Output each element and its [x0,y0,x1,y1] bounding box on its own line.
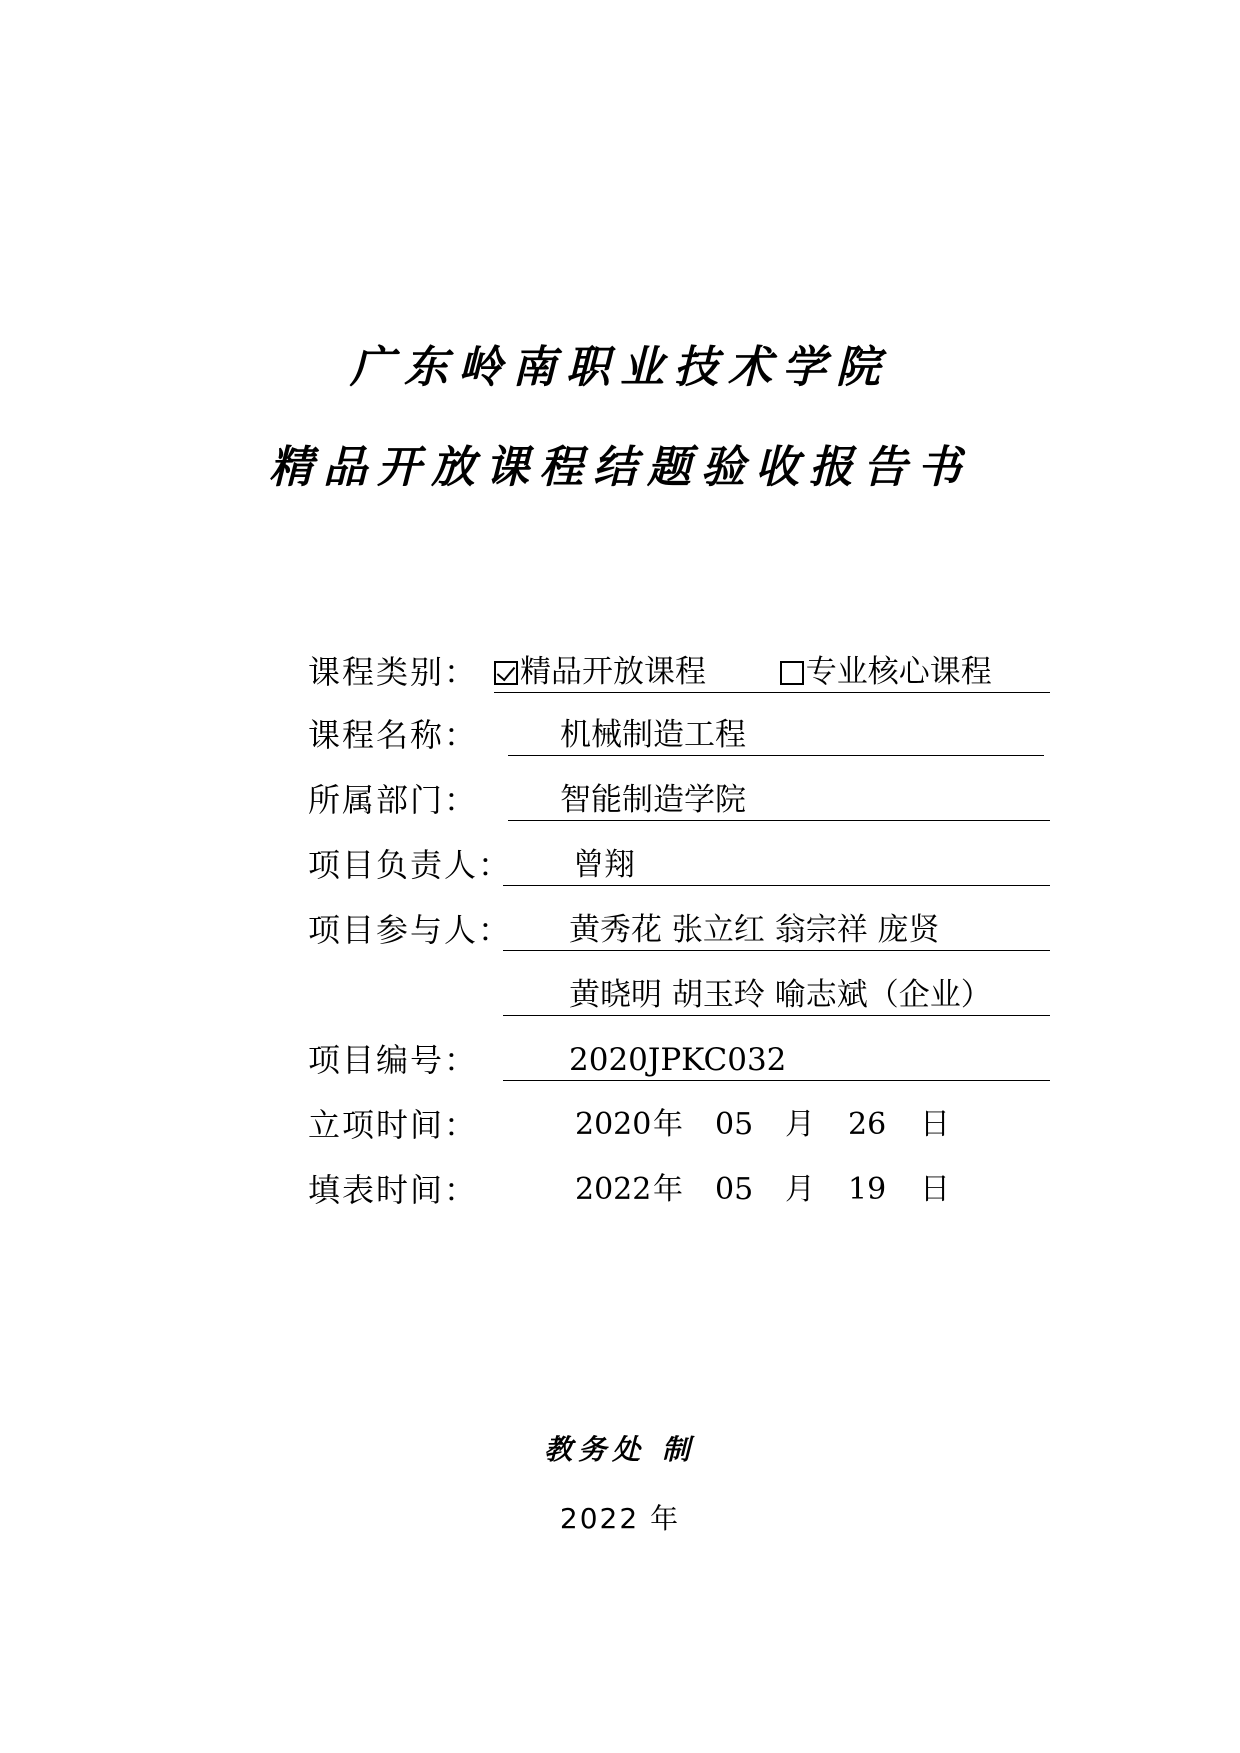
fill-day: 19 [848,1172,887,1207]
start-year-unit: 年 [653,1107,683,1142]
unchecked-box-icon[interactable] [780,661,804,685]
category-option-label: 专业核心课程 [805,654,992,690]
project-no-label: 项目编号： [308,1041,479,1079]
start-day-unit: 日 [920,1107,950,1142]
participants-field-line2[interactable] [503,975,1050,1016]
report-title: 精品开放课程结题验收报告书 [269,442,971,493]
leader-field[interactable] [503,845,1050,886]
school-name: 广东岭南职业技术学院 [350,342,890,393]
fill-day-unit: 日 [920,1172,950,1207]
fill-year: 2022 [575,1172,652,1207]
project-no-value: 2020JPKC032 [569,1042,787,1078]
fill-month-unit: 月 [785,1172,815,1207]
category-label: 课程类别： [308,653,479,691]
category-option-core-course[interactable] [780,652,992,692]
footer-year: 2022 年 [559,1502,681,1535]
fill-month: 05 [715,1172,754,1207]
issuer-footer: 教务处 制 [544,1433,696,1466]
start-date-label: 立项时间： [308,1106,479,1144]
participants-field-line1[interactable] [503,910,1050,951]
category-field [494,652,1050,693]
participants-value-line1: 黄秀花 张立红 翁宗祥 庞贤 [569,912,940,948]
start-month-unit: 月 [785,1107,815,1142]
participants-label: 项目参与人： [308,911,513,949]
category-option-label: 精品开放课程 [520,654,706,690]
leader-label: 项目负责人： [308,846,513,884]
fill-date-label: 填表时间： [308,1171,479,1209]
department-label: 所属部门： [308,781,479,819]
department-value: 智能制造学院 [560,782,746,818]
start-month: 05 [715,1107,754,1142]
participants-value-line2: 黄晓明 胡玉玲 喻志斌（企业） [569,977,992,1013]
course-name-field[interactable] [508,715,1044,756]
start-year: 2020 [575,1107,652,1142]
checked-box-icon[interactable] [494,661,518,685]
course-name-value: 机械制造工程 [560,717,746,753]
project-no-field[interactable] [503,1040,1050,1081]
course-name-label: 课程名称： [308,716,479,754]
fill-year-unit: 年 [653,1172,683,1207]
start-day: 26 [848,1107,887,1142]
leader-value: 曾翔 [573,847,635,883]
category-option-open-course[interactable] [494,652,706,692]
department-field[interactable] [508,780,1050,821]
